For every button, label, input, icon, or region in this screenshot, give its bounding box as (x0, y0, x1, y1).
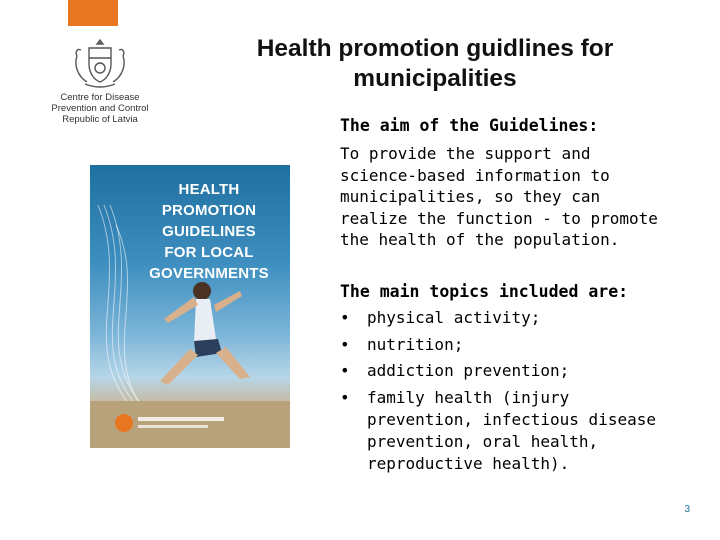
bullet-icon: • (340, 334, 350, 354)
aim-text-line: science-based information to (340, 165, 610, 185)
aim-text-line: municipalities, so they can (340, 187, 601, 206)
bullet-icon: • (340, 308, 350, 327)
aim-text-line: To provide the support and (340, 144, 591, 163)
aim-text (340, 143, 690, 251)
aim-heading: The aim of the Guidelines: (340, 116, 599, 135)
list-item-text: nutrition; (367, 334, 464, 354)
topics-heading: The main topics included are: (340, 282, 629, 301)
page-number: 3 (684, 504, 690, 515)
topics-list (340, 307, 690, 479)
cover-title (134, 179, 284, 284)
organization-name-line: Republic of Latvia (62, 114, 138, 125)
organization-name-line: Prevention and Control (51, 103, 149, 114)
organization-logo (40, 36, 160, 128)
list-item (340, 307, 690, 329)
bullet-icon: • (340, 361, 350, 380)
list-item-text: physical activity; (367, 308, 541, 327)
list-item-text: prevention, infectious disease (367, 409, 656, 429)
bullet-icon: • (340, 387, 350, 407)
slide-title: Health promotion guidlines for municipalities (256, 35, 614, 92)
cover-title-line: FOR LOCAL (164, 244, 254, 261)
list-item-text: reproductive health). (367, 453, 570, 473)
aim-text-line: the health of the population. (340, 230, 620, 249)
cover-title-line: GUIDELINES (162, 223, 256, 240)
cover-title-line: GOVERNMENTS (149, 265, 269, 282)
coat-of-arms-icon (71, 36, 129, 90)
list-item-text: prevention, oral health, (367, 431, 599, 451)
aim-text-line: realize the function - to promote (340, 208, 658, 228)
cover-title-line: HEALTH (178, 181, 240, 198)
list-item-text: addiction prevention; (367, 361, 570, 380)
list-item (340, 334, 690, 356)
orange-accent-block (68, 0, 118, 26)
list-item (340, 387, 690, 475)
list-item (340, 360, 690, 382)
cover-title-line: PROMOTION (161, 202, 257, 219)
guidelines-cover-image (90, 165, 290, 448)
organization-name (40, 92, 160, 125)
list-item-text: family health (injury (367, 387, 570, 407)
organization-name-line: Centre for Disease (60, 92, 140, 103)
